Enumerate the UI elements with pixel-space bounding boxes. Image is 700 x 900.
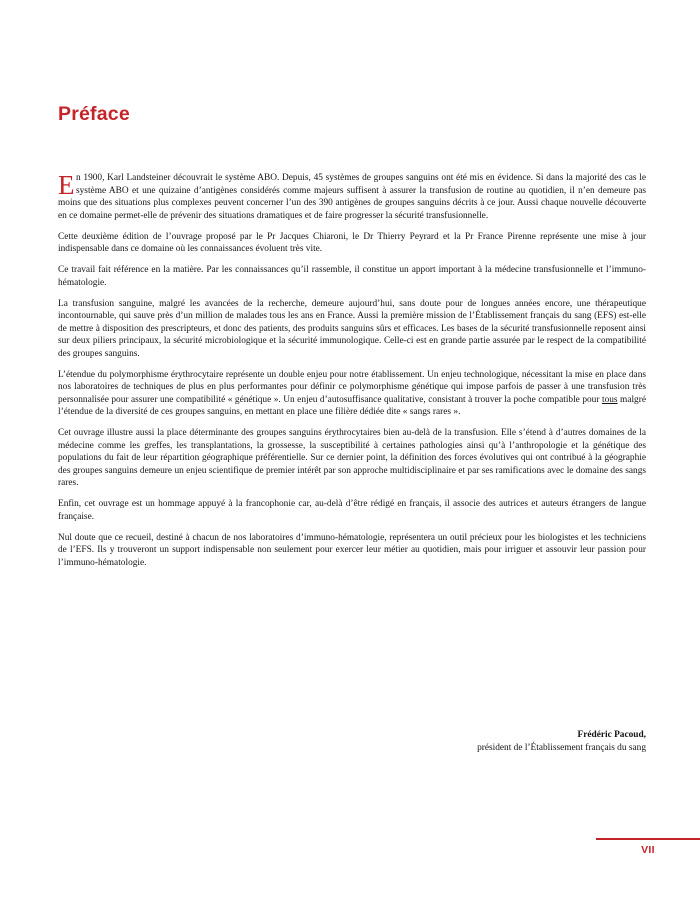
page-title: Préface — [58, 103, 130, 125]
page-number: VII — [641, 843, 655, 856]
preface-body — [58, 172, 646, 569]
paragraph-8: Nul doute que ce recueil, destiné à chacun de nos laboratoires d’immuno-hématologie, représentera un outil précieux pour les biologistes et les techniciens de l’EFS. Ils y trouveront un support indispensable non seulement pour exercer leur métier au quotidien, mais pour irriguer et assouvir leur passion pour l’immuno-hématologie. — [58, 532, 646, 568]
paragraph-1-text: n 1900, Karl Landsteiner découvrait le système ABO. Depuis, 45 systèmes de groupes sanguins ont été mis en évidence. Si dans la majorité des cas le système ABO et une quizaine d’antigènes considérés comme majeurs suffisent à assurer la transfusion de routine au quotidien, il n’en demeure pas moins que des situations plus complexes peuvent concerner l’un des 390 antigènes de groupes sanguins décrits à ce jour. Aussi chaque nouvelle découverte en ce domaine permet-elle de prévenir des situations dramatiques et de faire progresser la sécurité transfusionnelle. — [58, 173, 646, 221]
drop-cap-letter: E — [58, 170, 75, 200]
paragraph-2: Cette deuxième édition de l’ouvrage proposé par le Pr Jacques Chiaroni, le Dr Thierry Peyrard et la Pr France Pirenne représente une mise à jour indispensable dans ce domaine où les connaissances évoluent très vite. — [58, 231, 646, 254]
paragraph-5-text-before: L’étendue du polymorphisme érythrocytaire représente un double enjeu pour notre établissement. Un enjeu technologique, nécessitant la mise en place dans nos laboratoires de techniques de plus en plus performantes pour définir ce polymorphisme génétique qui impose parfois de passer à une transfusion très personnalisée pour assurer une compatibilité « génétique ». Un enjeu d’autosuffisance qualitative, consistant à trouver la poche compatible pour — [58, 369, 646, 405]
signature-role: président de l’Établissement français du sang — [477, 743, 646, 753]
paragraph-4: La transfusion sanguine, malgré les avancées de la recherche, demeure aujourd’hui, sans doute pour de longues années encore, une thérapeutique incontournable, qui sauve près d’un million de malades tous les ans en France. Aussi la première mission de l’Établissement français du sang (EFS) est-elle de mettre à disposition des prescripteurs, et donc des patients, des produits sanguins sûrs et efficaces. Les bases de la sécurité transfusionnelle reposent ainsi sur deux piliers principaux, la sécurité microbiologique et la sécurité immunologique. Celle-ci est en grande partie assurée par le respect de la compatibilité des groupes sanguins. — [58, 298, 646, 359]
paragraph-5-underlined-word: tous — [601, 394, 618, 405]
paragraph-5-text-after: malgré l’étendue de la diversité de ces groupes sanguins, en mettant en place une filière dédiée dite « sangs rares ». — [58, 394, 646, 417]
signature-block — [58, 729, 646, 755]
paragraph-6: Cet ouvrage illustre aussi la place déterminante des groupes sanguins érythrocytaires bien au-delà de la transfusion. Elle s’étend à d’autres domaines de la médecine comme les greffes, les transplantations, la grossesse, la susceptibilité à certaines pathologies ainsi qu’à l’anthropologie et la génétique des populations du fait de leur répartition géographique préférentielle. Sur ce dernier point, la définition des forces évolutives qui ont contribué à la géographie des groupes sanguins demeure un enjeu scientifique de premier intérêt par son approche multidisciplinaire et par ses ramifications avec le domaine des sangs rares. — [58, 428, 646, 488]
page-footer — [596, 838, 700, 856]
paragraph-5 — [58, 369, 646, 419]
paragraph-1 — [58, 172, 646, 222]
paragraph-3: Ce travail fait référence en la matière. Par les connaissances qu’il rassemble, il constitue un apport important à la médecine transfusionnelle et l’immuno-hématologie. — [58, 265, 646, 288]
signature-name: Frédéric Pacoud, — [577, 730, 646, 740]
paragraph-7: Enfin, cet ouvrage est un hommage appuyé à la francophonie car, au-delà d’être rédigé en français, il associe des autrices et auteurs étrangers de langue française. — [58, 499, 646, 522]
